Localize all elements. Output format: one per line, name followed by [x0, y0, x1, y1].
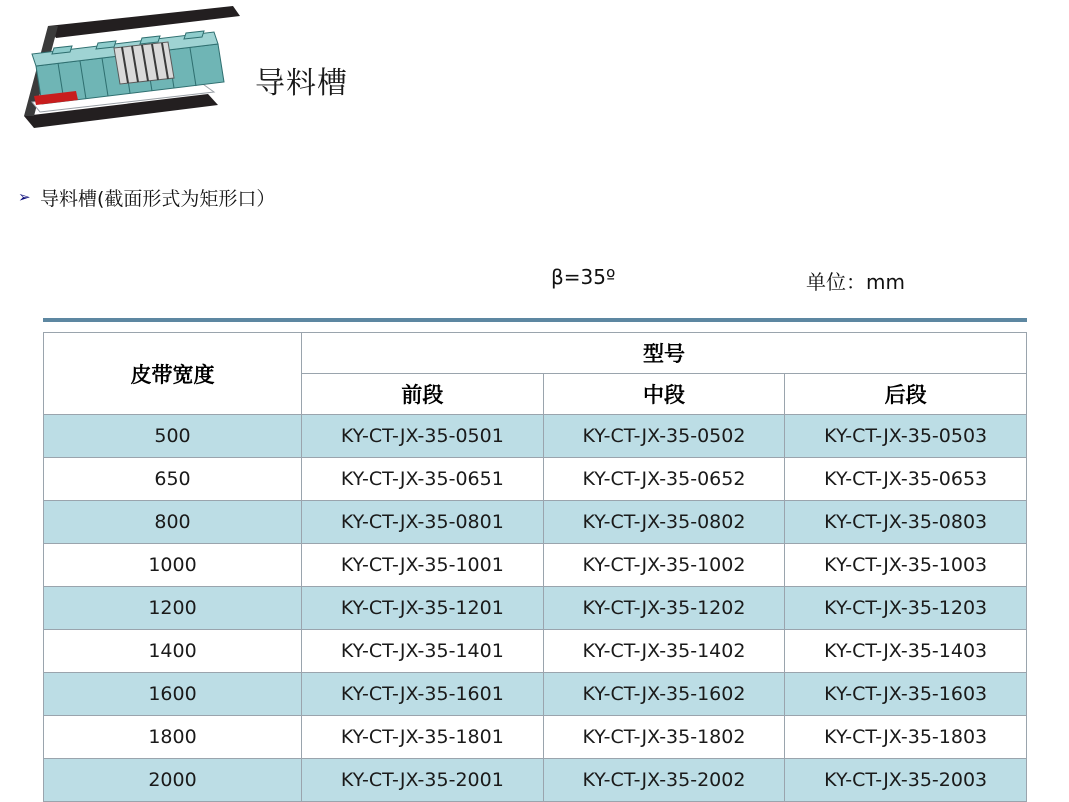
cell-middle-model: KY-CT-JX-35-0502: [543, 415, 785, 458]
table-row: [44, 587, 1027, 630]
cell-middle-model: KY-CT-JX-35-1802: [543, 716, 785, 759]
beta-angle-note: β=35º: [551, 265, 616, 289]
cell-belt-width: 1800: [44, 716, 302, 759]
arrow-bullet-icon: ➢: [18, 189, 31, 206]
cell-middle-model: KY-CT-JX-35-1202: [543, 587, 785, 630]
cell-middle-model: KY-CT-JX-35-2002: [543, 759, 785, 802]
table-head: [44, 333, 1027, 415]
cell-rear-model: KY-CT-JX-35-1203: [785, 587, 1027, 630]
cell-belt-width: 500: [44, 415, 302, 458]
cell-middle-model: KY-CT-JX-35-1602: [543, 673, 785, 716]
cell-rear-model: KY-CT-JX-35-1603: [785, 673, 1027, 716]
cell-front-model: KY-CT-JX-35-2001: [302, 759, 544, 802]
cell-middle-model: KY-CT-JX-35-1002: [543, 544, 785, 587]
table-row: [44, 673, 1027, 716]
cell-front-model: KY-CT-JX-35-1401: [302, 630, 544, 673]
table-row: [44, 630, 1027, 673]
cell-belt-width: 2000: [44, 759, 302, 802]
cell-belt-width: 800: [44, 501, 302, 544]
table-row: [44, 544, 1027, 587]
cell-rear-model: KY-CT-JX-35-1403: [785, 630, 1027, 673]
table-row: [44, 759, 1027, 802]
table-row: [44, 501, 1027, 544]
cell-front-model: KY-CT-JX-35-1801: [302, 716, 544, 759]
cell-middle-model: KY-CT-JX-35-0802: [543, 501, 785, 544]
cell-front-model: KY-CT-JX-35-0651: [302, 458, 544, 501]
header-belt-width: 皮带宽度: [44, 333, 302, 415]
table-row: [44, 415, 1027, 458]
cell-belt-width: 1000: [44, 544, 302, 587]
table-body: [44, 415, 1027, 802]
cell-middle-model: KY-CT-JX-35-1402: [543, 630, 785, 673]
cell-rear-model: KY-CT-JX-35-1803: [785, 716, 1027, 759]
header-model: 型号: [302, 333, 1027, 374]
page-title: 导料槽: [255, 66, 348, 101]
cell-front-model: KY-CT-JX-35-1201: [302, 587, 544, 630]
header-middle-section: 中段: [543, 374, 785, 415]
guide-chute-illustration: [18, 4, 248, 139]
header-front-section: 前段: [302, 374, 544, 415]
cell-rear-model: KY-CT-JX-35-0653: [785, 458, 1027, 501]
spec-table-wrapper: [43, 332, 1027, 802]
spec-table: [43, 332, 1027, 802]
cell-belt-width: 650: [44, 458, 302, 501]
cell-rear-model: KY-CT-JX-35-0803: [785, 501, 1027, 544]
header-rear-section: 后段: [785, 374, 1027, 415]
cell-rear-model: KY-CT-JX-35-0503: [785, 415, 1027, 458]
cell-rear-model: KY-CT-JX-35-1003: [785, 544, 1027, 587]
table-row: [44, 458, 1027, 501]
cell-belt-width: 1400: [44, 630, 302, 673]
cell-belt-width: 1200: [44, 587, 302, 630]
cell-front-model: KY-CT-JX-35-1001: [302, 544, 544, 587]
cell-rear-model: KY-CT-JX-35-2003: [785, 759, 1027, 802]
bullet-row: [18, 184, 275, 211]
table-header-row-1: [44, 333, 1027, 374]
cell-middle-model: KY-CT-JX-35-0652: [543, 458, 785, 501]
cell-front-model: KY-CT-JX-35-0801: [302, 501, 544, 544]
cell-belt-width: 1600: [44, 673, 302, 716]
unit-note: 单位：mm: [806, 270, 905, 294]
cell-front-model: KY-CT-JX-35-1601: [302, 673, 544, 716]
bullet-label: 导料槽(截面形式为矩形口）: [40, 188, 276, 210]
divider-top: [43, 318, 1027, 322]
page-header: [0, 0, 1069, 150]
cell-front-model: KY-CT-JX-35-0501: [302, 415, 544, 458]
table-row: [44, 716, 1027, 759]
